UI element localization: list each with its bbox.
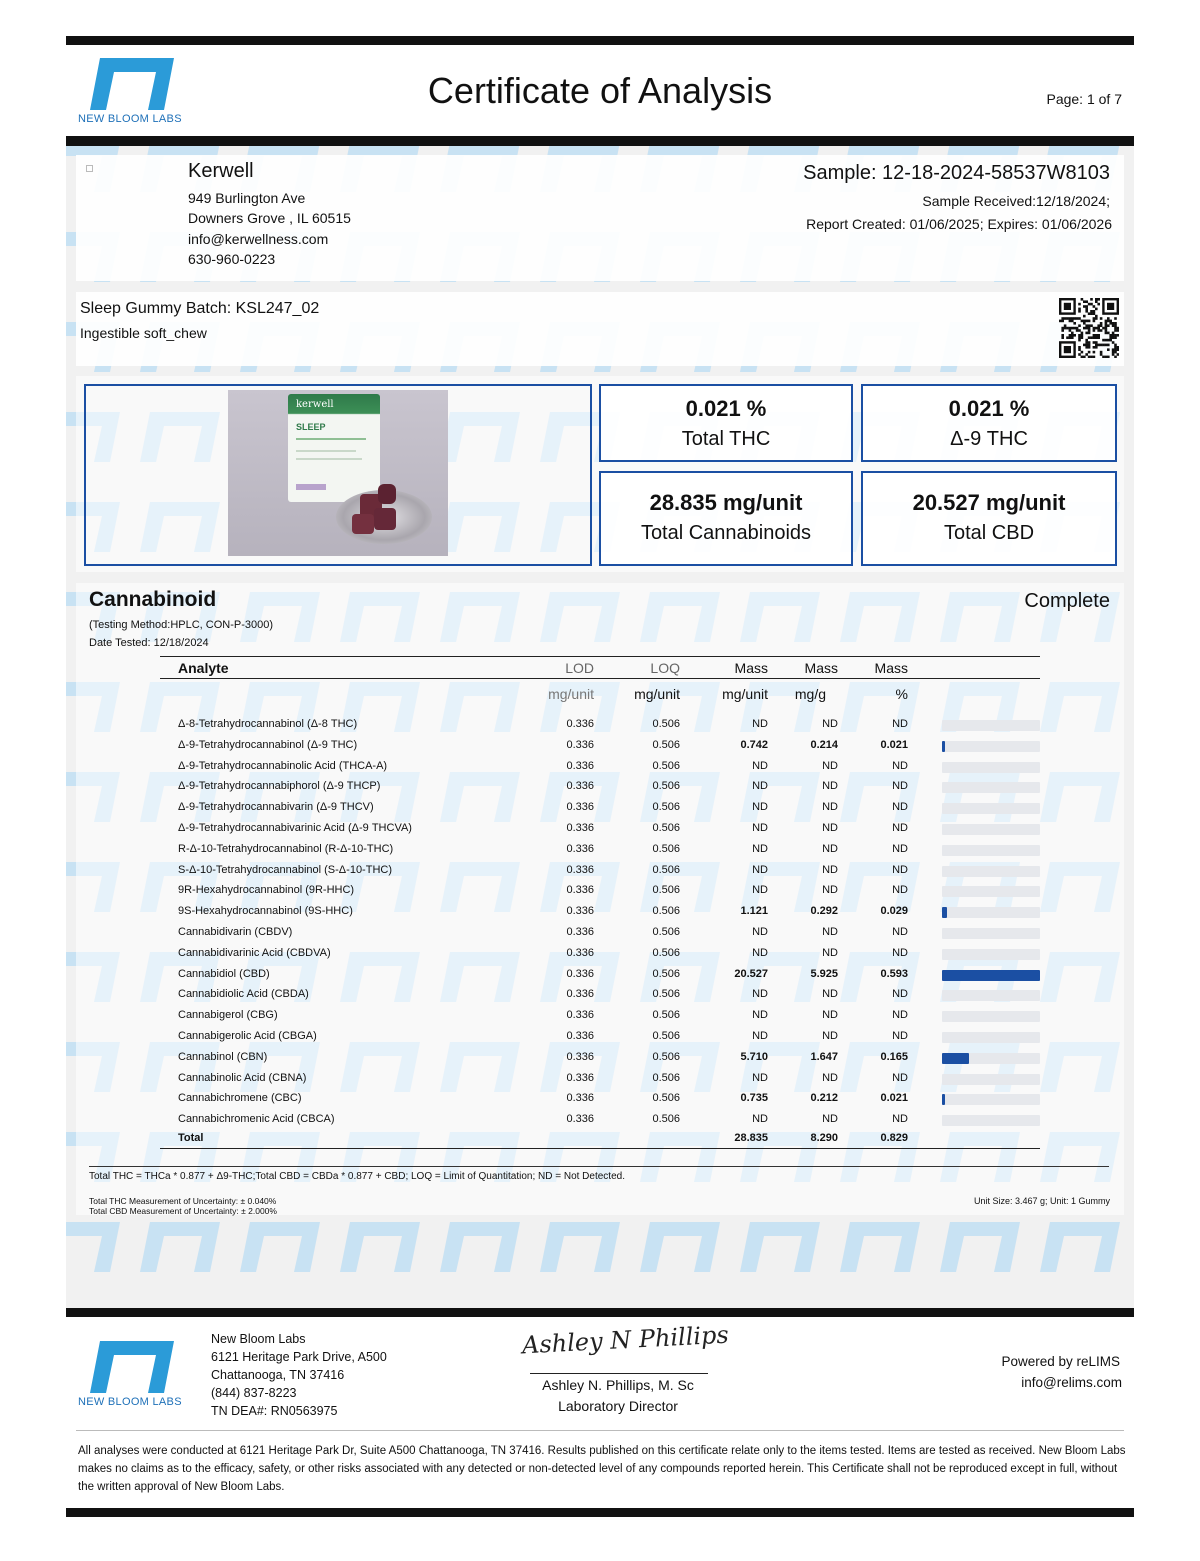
- lod-value: 0.336: [566, 947, 594, 959]
- analyte-name: S-Δ-10-Tetrahydrocannabinol (S-Δ-10-THC): [178, 864, 392, 876]
- mass-pct: ND: [892, 926, 908, 938]
- mass-pct: 0.165: [880, 1051, 908, 1063]
- total-mg-unit: 28.835: [734, 1132, 768, 1144]
- loq-value: 0.506: [652, 1030, 680, 1042]
- mass-mg-g: ND: [822, 718, 838, 730]
- mass-mg-unit: ND: [752, 926, 768, 938]
- concentration-bar-track: [942, 886, 1040, 897]
- mass-mg-g: ND: [822, 988, 838, 1000]
- page-title: Certificate of Analysis: [427, 70, 773, 111]
- mass-mg-g: ND: [822, 1072, 838, 1084]
- unit-mass-g: mg/g: [794, 686, 826, 702]
- gummy: [374, 508, 396, 530]
- lod-value: 0.336: [566, 843, 594, 855]
- lod-value: 0.336: [566, 905, 594, 917]
- bottom-rule: [66, 1508, 1134, 1517]
- mass-mg-unit: 1.121: [740, 905, 768, 917]
- signer-name: Ashley N. Phillips, M. Sc: [542, 1377, 694, 1393]
- loq-value: 0.506: [652, 1051, 680, 1063]
- watermark-mark: [240, 1222, 320, 1272]
- unit-mass-unit: mg/unit: [722, 686, 768, 702]
- product-name: Sleep Gummy Batch: KSL247_02: [80, 300, 320, 317]
- signer-title: Laboratory Director: [558, 1398, 678, 1414]
- pouch-brand: kerwell: [296, 399, 334, 410]
- analyte-name: Cannabichromenic Acid (CBCA): [178, 1113, 335, 1125]
- product-pouch: [288, 394, 380, 502]
- lab-name: New Bloom Labs: [211, 1332, 306, 1346]
- mass-mg-unit: ND: [752, 822, 768, 834]
- total-mg-g: 8.290: [810, 1132, 838, 1144]
- mass-pct: ND: [892, 760, 908, 772]
- mass-pct: 0.593: [880, 968, 908, 980]
- loq-value: 0.506: [652, 947, 680, 959]
- sample-id: Sample: 12-18-2024-58537W8103: [803, 162, 1110, 184]
- lod-value: 0.336: [566, 1072, 594, 1084]
- mass-mg-g: ND: [822, 760, 838, 772]
- lod-value: 0.336: [566, 864, 594, 876]
- lod-value: 0.336: [566, 1092, 594, 1104]
- loq-value: 0.506: [652, 968, 680, 980]
- mass-mg-g: ND: [822, 1009, 838, 1021]
- loq-value: 0.506: [652, 801, 680, 813]
- footer-logo-mark: [78, 1341, 188, 1393]
- watermark-mark: [140, 1222, 220, 1272]
- section-title: Cannabinoid: [89, 588, 217, 611]
- mass-mg-g: ND: [822, 926, 838, 938]
- concentration-bar-track: [942, 762, 1040, 773]
- mass-mg-unit: ND: [752, 718, 768, 730]
- total-label: Total: [178, 1132, 204, 1144]
- mass-mg-g: 5.925: [810, 968, 838, 980]
- lod-value: 0.336: [566, 926, 594, 938]
- client-address-2: Downers Grove , IL 60515: [188, 210, 351, 226]
- mass-pct: ND: [892, 718, 908, 730]
- unit-size: Unit Size: 3.467 g; Unit: 1 Gummy: [973, 1196, 1110, 1206]
- mass-mg-g: ND: [822, 864, 838, 876]
- mass-mg-g: 0.214: [810, 739, 838, 751]
- analyte-name: Δ-8-Tetrahydrocannabinol (Δ-8 THC): [178, 718, 358, 730]
- mass-mg-g: ND: [822, 1113, 838, 1125]
- d9-thc-label: Δ-9 THC: [950, 428, 1028, 450]
- mass-mg-g: 0.212: [810, 1092, 838, 1104]
- concentration-bar-track: [942, 907, 1040, 918]
- analyte-name: Cannabidiol (CBD): [178, 968, 270, 980]
- signature-line: [530, 1373, 708, 1374]
- analyte-name: Δ-9-Tetrahydrocannabiphorol (Δ-9 THCP): [178, 780, 381, 792]
- unit-lod: mg/unit: [548, 686, 594, 702]
- mass-pct: ND: [892, 801, 908, 813]
- watermark-mark: [840, 1222, 920, 1272]
- page-number: Page: 1 of 7: [1046, 91, 1122, 107]
- concentration-bar-track: [942, 1074, 1040, 1085]
- mass-pct: ND: [892, 1009, 908, 1021]
- mass-pct: ND: [892, 1030, 908, 1042]
- mass-mg-g: ND: [822, 801, 838, 813]
- concentration-bar-track: [942, 928, 1040, 939]
- lab-logo-text: NEW BLOOM LABS: [78, 113, 182, 125]
- loq-value: 0.506: [652, 718, 680, 730]
- col-mass-pct: Mass: [874, 660, 908, 676]
- d9-thc-value: 0.021 %: [948, 396, 1030, 421]
- lab-phone: (844) 837-8223: [211, 1386, 297, 1400]
- mass-pct: ND: [892, 884, 908, 896]
- loq-value: 0.506: [652, 780, 680, 792]
- watermark-mark: [940, 1222, 1020, 1272]
- loq-value: 0.506: [652, 905, 680, 917]
- client-phone: 630-960-0223: [188, 251, 276, 267]
- date-tested: Date Tested: 12/18/2024: [89, 637, 209, 649]
- uncertainty-thc: Total THC Measurement of Uncertainty: ± 0.040%: [89, 1196, 277, 1206]
- table-top-rule: [160, 656, 1040, 657]
- watermark-mark: [740, 1222, 820, 1272]
- footer-lab-logo: [78, 1341, 188, 1411]
- mass-mg-unit: 5.710: [740, 1051, 768, 1063]
- lod-value: 0.336: [566, 1113, 594, 1125]
- total-cannabinoids-label: Total Cannabinoids: [640, 522, 812, 544]
- concentration-bar-fill: [942, 907, 947, 918]
- concentration-bar-track: [942, 824, 1040, 835]
- lod-value: 0.336: [566, 780, 594, 792]
- concentration-bar-track: [942, 1011, 1040, 1022]
- lod-value: 0.336: [566, 1030, 594, 1042]
- client-name: Kerwell: [188, 160, 254, 182]
- mass-mg-g: ND: [822, 1030, 838, 1042]
- total-cannabinoids-box: [599, 471, 853, 566]
- loq-value: 0.506: [652, 864, 680, 876]
- analyte-name: Cannabigerolic Acid (CBGA): [178, 1030, 317, 1042]
- analyte-name: Δ-9-Tetrahydrocannabivarinic Acid (Δ-9 THCVA): [178, 822, 412, 834]
- watermark-mark: [66, 1222, 120, 1272]
- loq-value: 0.506: [652, 884, 680, 896]
- mass-mg-unit: 20.527: [734, 968, 768, 980]
- footnote-rule: [89, 1166, 1109, 1167]
- concentration-bar-fill: [942, 1094, 945, 1105]
- concentration-bar-track: [942, 720, 1040, 731]
- disclaimer-rule: [76, 1430, 1124, 1431]
- loq-value: 0.506: [652, 1009, 680, 1021]
- mass-mg-unit: ND: [752, 843, 768, 855]
- mass-mg-unit: ND: [752, 780, 768, 792]
- total-thc-box: [599, 384, 853, 462]
- mass-mg-unit: ND: [752, 801, 768, 813]
- mass-pct: ND: [892, 1072, 908, 1084]
- mass-pct: ND: [892, 1113, 908, 1125]
- mass-mg-g: ND: [822, 947, 838, 959]
- mass-mg-unit: 0.735: [740, 1092, 768, 1104]
- client-email: info@kerwellness.com: [188, 231, 329, 247]
- footer-rule: [66, 1308, 1134, 1317]
- analyte-name: Cannabinolic Acid (CBNA): [178, 1072, 307, 1084]
- unit-mass-pct: %: [895, 686, 908, 702]
- analyte-name: Cannabigerol (CBG): [178, 1009, 278, 1021]
- col-analyte: Analyte: [178, 660, 229, 676]
- concentration-bar-track: [942, 741, 1040, 752]
- lod-value: 0.336: [566, 968, 594, 980]
- concentration-bar-track: [942, 1032, 1040, 1043]
- analyte-name: 9R-Hexahydrocannabinol (9R-HHC): [178, 884, 355, 896]
- gummy: [352, 514, 374, 534]
- loq-value: 0.506: [652, 739, 680, 751]
- concentration-bar-fill: [942, 1053, 969, 1064]
- mass-mg-g: ND: [822, 822, 838, 834]
- concentration-bar-track: [942, 949, 1040, 960]
- watermark-mark: [440, 1222, 520, 1272]
- mass-mg-unit: ND: [752, 1030, 768, 1042]
- concentration-bar-track: [942, 1053, 1040, 1064]
- loq-value: 0.506: [652, 1072, 680, 1084]
- watermark-mark: [340, 1222, 420, 1272]
- lod-value: 0.336: [566, 739, 594, 751]
- loq-value: 0.506: [652, 988, 680, 1000]
- analyte-name: R-Δ-10-Tetrahydrocannabinol (R-Δ-10-THC): [178, 843, 394, 855]
- header-rule: [66, 136, 1134, 146]
- lab-dea: TN DEA#: RN0563975: [211, 1404, 338, 1418]
- mass-mg-g: ND: [822, 780, 838, 792]
- lod-value: 0.336: [566, 822, 594, 834]
- gummy: [378, 484, 396, 504]
- top-rule: [66, 36, 1134, 45]
- loq-value: 0.506: [652, 926, 680, 938]
- concentration-bar-track: [942, 970, 1040, 981]
- total-thc-value: 0.021 %: [685, 396, 767, 421]
- footnote: Total THC = THCa * 0.877 + Δ9-THC;Total CBD = CBDa * 0.877 + CBD; LOQ = Limit of Quantitation; ND = Not Detected.: [89, 1171, 625, 1182]
- pouch-product: SLEEP: [296, 422, 326, 432]
- client-logo-placeholder: [86, 165, 93, 172]
- concentration-bar-track: [942, 866, 1040, 877]
- analyte-name: Δ-9-Tetrahydrocannabinolic Acid (THCA-A): [178, 760, 388, 772]
- total-thc-label: Total THC: [681, 428, 771, 450]
- analyte-name: Cannabidivarin (CBDV): [178, 926, 293, 938]
- mass-mg-unit: ND: [752, 1009, 768, 1021]
- loq-value: 0.506: [652, 760, 680, 772]
- loq-value: 0.506: [652, 1092, 680, 1104]
- lab-address-2: Chattanooga, TN 37416: [211, 1368, 345, 1382]
- concentration-bar-fill: [942, 970, 1040, 981]
- analyte-name: Cannabinol (CBN): [178, 1051, 268, 1063]
- total-cannabinoids-value: 28.835 mg/unit: [649, 490, 803, 515]
- loq-value: 0.506: [652, 822, 680, 834]
- testing-method: (Testing Method:HPLC, CON-P-3000): [89, 619, 274, 631]
- mass-pct: ND: [892, 864, 908, 876]
- mass-pct: 0.029: [880, 905, 908, 917]
- mass-pct: ND: [892, 988, 908, 1000]
- mass-mg-g: ND: [822, 843, 838, 855]
- table-total-rule: [160, 1148, 1040, 1149]
- col-loq: LOQ: [650, 660, 680, 676]
- mass-mg-unit: ND: [752, 947, 768, 959]
- footer-logo-text: NEW BLOOM LABS: [78, 1396, 182, 1408]
- qr-code-icon[interactable]: [1059, 298, 1119, 358]
- mass-pct: 0.021: [880, 1092, 908, 1104]
- concentration-bar-track: [942, 1115, 1040, 1126]
- lod-value: 0.336: [566, 718, 594, 730]
- mass-mg-g: 0.292: [810, 905, 838, 917]
- disclaimer: All analyses were conducted at 6121 Heritage Park Dr, Suite A500 Chattanooga, TN 37416. Results published on this certificate relate only to the items tested. Items are tested as received. New Bloom Labs makes no claims as to the efficacy, safety, or other risks associated with any detected or non-detected level of any compounds reported herein. This Certificate shall not be reproduced except in full, without the written approval of New Bloom Labs.: [78, 1445, 1126, 1493]
- lab-address-1: 6121 Heritage Park Drive, A500: [211, 1350, 387, 1364]
- mass-mg-unit: 0.742: [740, 739, 768, 751]
- col-lod: LOD: [565, 660, 594, 676]
- watermark-mark: [540, 1222, 620, 1272]
- concentration-bar-track: [942, 803, 1040, 814]
- powered-email[interactable]: info@relims.com: [1021, 1375, 1122, 1390]
- lab-address-block: [211, 1330, 387, 1420]
- analyte-name: Δ-9-Tetrahydrocannabinol (Δ-9 THC): [178, 739, 358, 751]
- total-cbd-box: [861, 471, 1117, 566]
- concentration-bar-fill: [942, 741, 945, 752]
- loq-value: 0.506: [652, 843, 680, 855]
- d9-thc-box: [861, 384, 1117, 462]
- col-mass-g: Mass: [804, 660, 838, 676]
- mass-pct: 0.021: [880, 739, 908, 751]
- lod-value: 0.336: [566, 884, 594, 896]
- sample-photo: [228, 390, 448, 556]
- unit-loq: mg/unit: [634, 686, 680, 702]
- analyte-name: Δ-9-Tetrahydrocannabivarin (Δ-9 THCV): [178, 801, 374, 813]
- analyte-name: Cannabidiolic Acid (CBDA): [178, 988, 309, 1000]
- lod-value: 0.336: [566, 760, 594, 772]
- mass-mg-unit: ND: [752, 884, 768, 896]
- lod-value: 0.336: [566, 801, 594, 813]
- mass-mg-unit: ND: [752, 864, 768, 876]
- mass-pct: ND: [892, 822, 908, 834]
- watermark-mark: [640, 1222, 720, 1272]
- lod-value: 0.336: [566, 988, 594, 1000]
- client-address-1: 949 Burlington Ave: [188, 190, 306, 206]
- powered-by: Powered by reLIMS: [1001, 1354, 1120, 1369]
- mass-mg-g: ND: [822, 884, 838, 896]
- lod-value: 0.336: [566, 1051, 594, 1063]
- sample-received: Sample Received:12/18/2024;: [922, 193, 1110, 209]
- concentration-bar-track: [942, 782, 1040, 793]
- uncertainty-cbd: Total CBD Measurement of Uncertainty: ± 2.000%: [89, 1206, 277, 1216]
- mass-pct: ND: [892, 780, 908, 792]
- concentration-bar-track: [942, 1094, 1040, 1105]
- analyte-name: Cannabidivarinic Acid (CBDVA): [178, 947, 331, 959]
- mass-mg-g: 1.647: [810, 1051, 838, 1063]
- concentration-bar-track: [942, 990, 1040, 1001]
- total-cbd-value: 20.527 mg/unit: [912, 490, 1066, 515]
- table-header-rule: [160, 678, 1040, 679]
- col-mass-unit: Mass: [734, 660, 768, 676]
- total-pct: 0.829: [880, 1132, 908, 1144]
- mass-mg-unit: ND: [752, 760, 768, 772]
- product-type: Ingestible soft_chew: [80, 325, 207, 341]
- lod-value: 0.336: [566, 1009, 594, 1021]
- analyte-name: Cannabichromene (CBC): [178, 1092, 302, 1104]
- mass-pct: ND: [892, 843, 908, 855]
- loq-value: 0.506: [652, 1113, 680, 1125]
- section-status: Complete: [1024, 590, 1110, 612]
- mass-mg-unit: ND: [752, 1072, 768, 1084]
- mass-pct: ND: [892, 947, 908, 959]
- watermark-mark: [1040, 1222, 1120, 1272]
- report-dates: Report Created: 01/06/2025; Expires: 01/06/2026: [806, 216, 1112, 232]
- mass-mg-unit: ND: [752, 1113, 768, 1125]
- signature: Ashley N Phillips: [521, 1320, 730, 1360]
- analyte-name: 9S-Hexahydrocannabinol (9S-HHC): [178, 905, 353, 917]
- total-cbd-label: Total CBD: [943, 522, 1035, 544]
- concentration-bar-track: [942, 845, 1040, 856]
- mass-mg-unit: ND: [752, 988, 768, 1000]
